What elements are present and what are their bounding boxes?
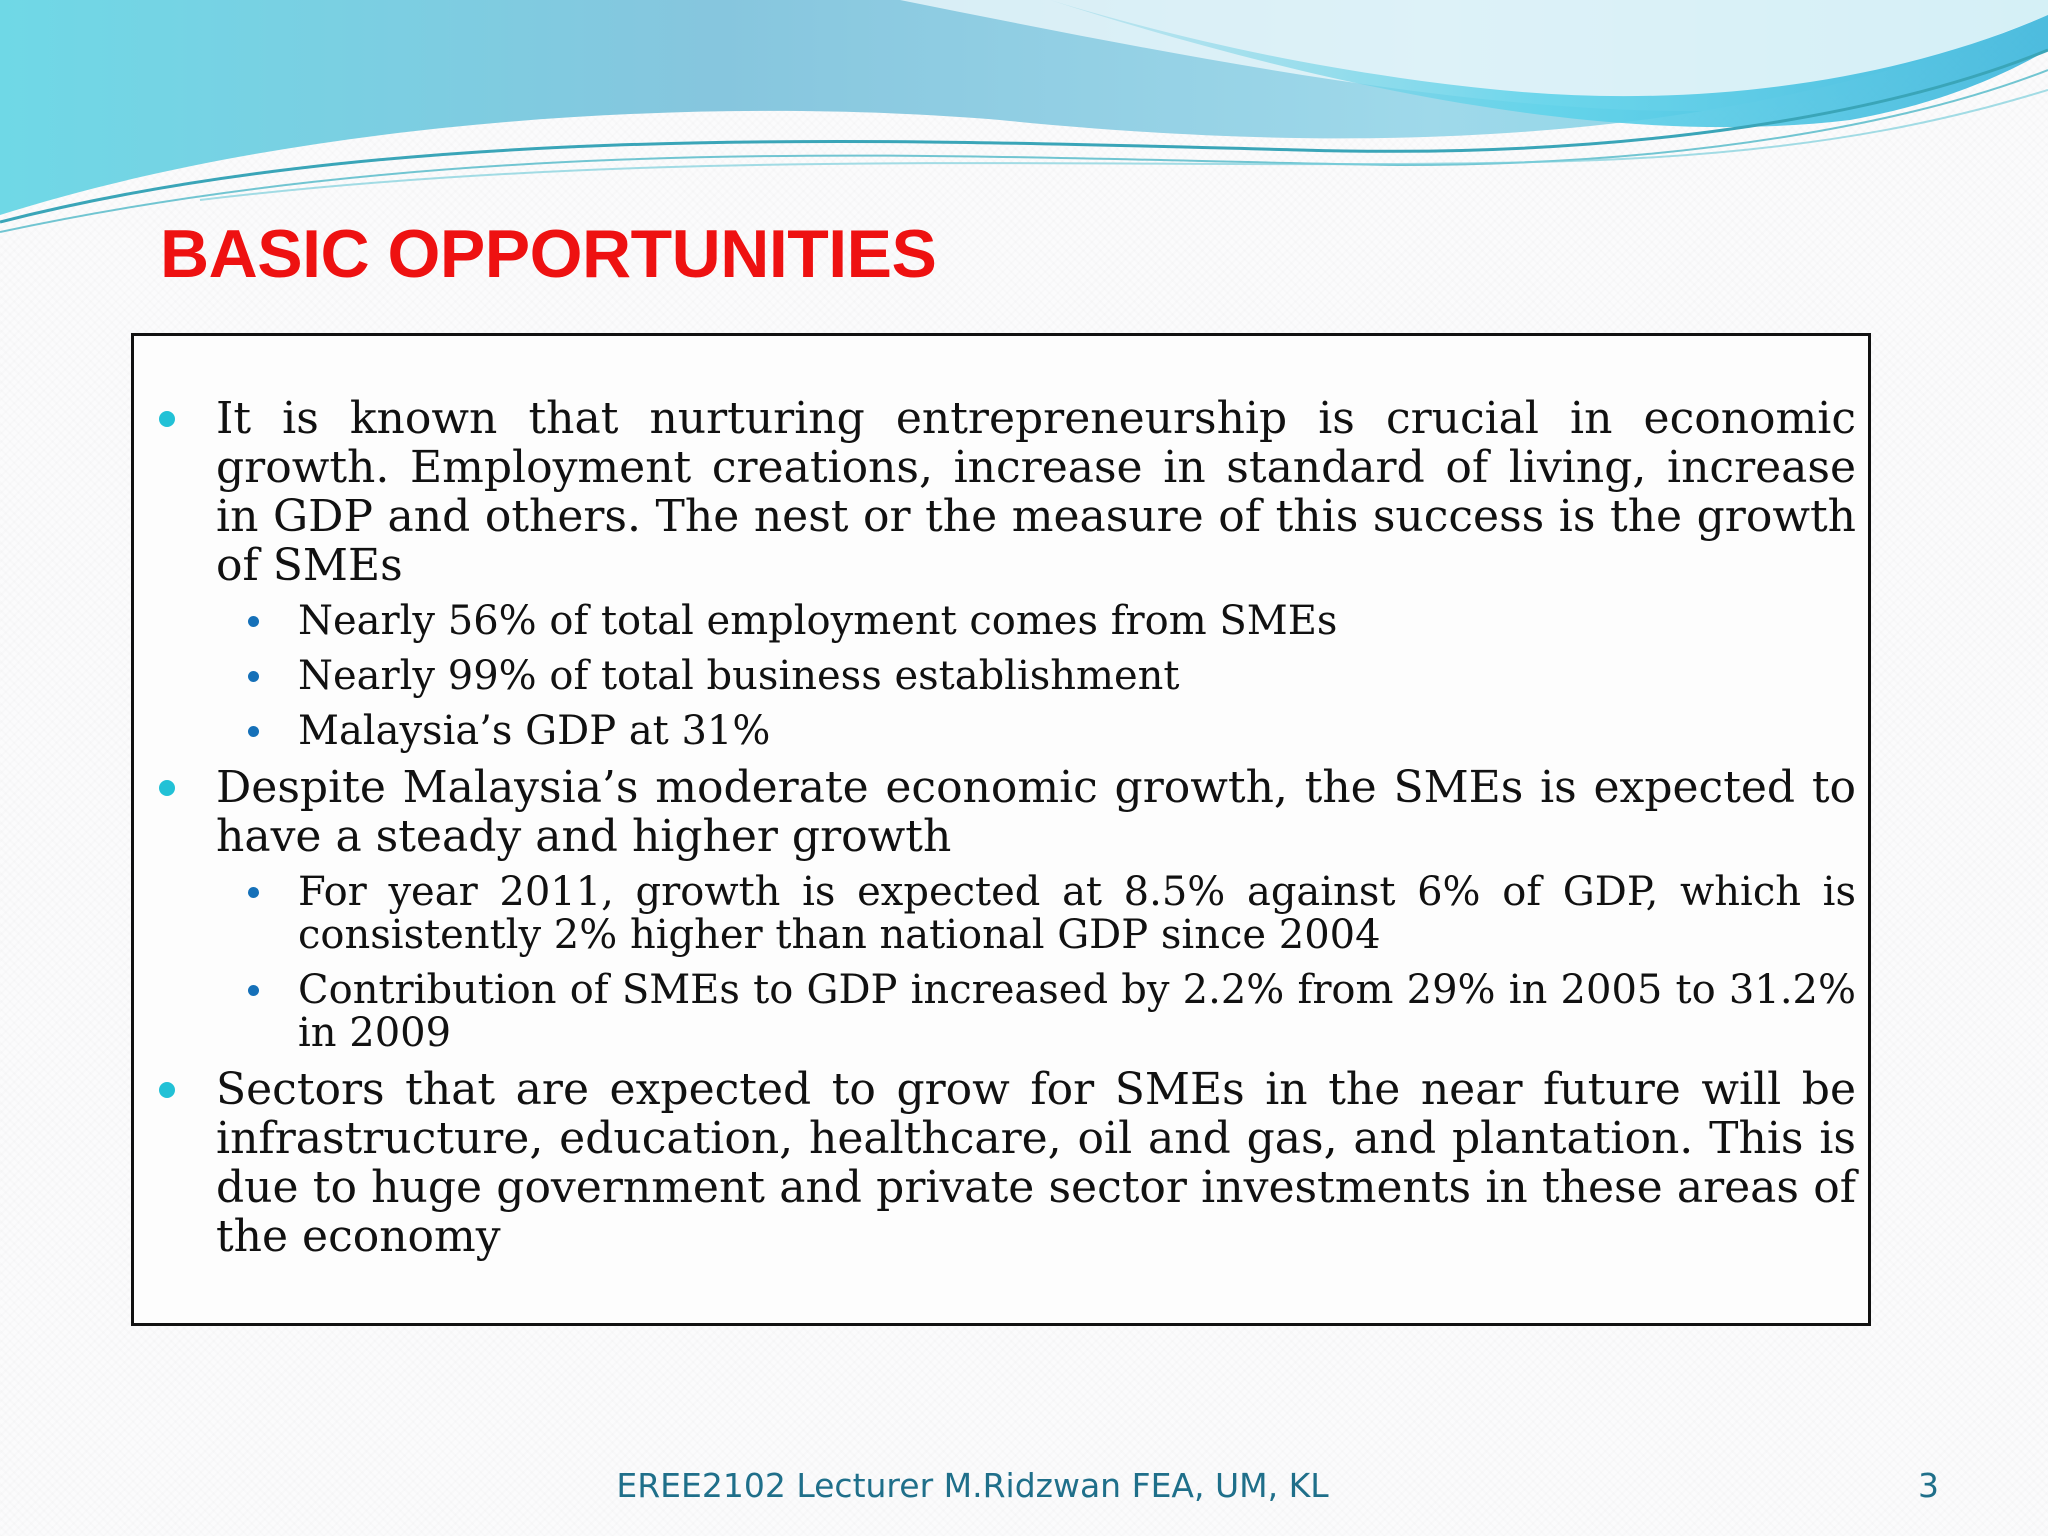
footer-text: EREE2102 Lecturer M.Ridzwan FEA, UM, KL <box>616 1466 1329 1505</box>
sub-bullet-item <box>298 600 1856 643</box>
sub-bullet-text: Nearly 56% of total employment comes from SMEs <box>298 598 1338 644</box>
sub-bullet-dot-icon <box>248 616 259 627</box>
bullet-text: It is known that nurturing entrepreneurship is crucial in economic growth. Employment creations, increase in standard of living, increase in GDP and others. The nest or the measure of this success is the growth of SMEs <box>216 393 1856 591</box>
sub-bullet-item <box>298 969 1856 1055</box>
bullet-dot-icon <box>159 411 175 427</box>
sub-bullet-dot-icon <box>248 887 259 898</box>
bullet-text: Sectors that are expected to grow for SMEs in the near future will be infrastructure, education, healthcare, oil and gas, and plantation. This is due to huge government and private sector investments in these areas of the economy <box>216 1064 1856 1262</box>
sub-bullet-text: For year 2011, growth is expected at 8.5% against 6% of GDP, which is consistently 2% higher than national GDP since 2004 <box>298 869 1856 958</box>
bullet-text: Despite Malaysia’s moderate economic growth, the SMEs is expected to have a steady and higher growth <box>216 762 1856 862</box>
bullet-item <box>216 394 1856 590</box>
sub-bullet-dot-icon <box>248 985 259 996</box>
bullet-item <box>216 763 1856 861</box>
sub-bullet-item <box>298 655 1856 698</box>
bullet-list <box>216 394 1856 1261</box>
sub-bullet-item <box>298 710 1856 753</box>
slide-title: BASIC OPPORTUNITIES <box>160 216 937 292</box>
sub-bullet-item <box>298 871 1856 957</box>
bullet-dot-icon <box>159 780 175 796</box>
sub-bullet-text: Nearly 99% of total business establishment <box>298 653 1180 699</box>
content-box <box>131 333 1871 1326</box>
sub-bullet-dot-icon <box>248 726 259 737</box>
sub-bullet-text: Malaysia’s GDP at 31% <box>298 708 771 754</box>
sub-bullet-text: Contribution of SMEs to GDP increased by 2.2% from 29% in 2005 to 31.2% in 2009 <box>298 967 1856 1056</box>
bullet-item <box>216 1065 1856 1261</box>
page-number: 3 <box>1918 1466 1939 1505</box>
bullet-dot-icon <box>159 1082 175 1098</box>
header-wave-decoration <box>0 0 2048 240</box>
sub-bullet-dot-icon <box>248 671 259 682</box>
